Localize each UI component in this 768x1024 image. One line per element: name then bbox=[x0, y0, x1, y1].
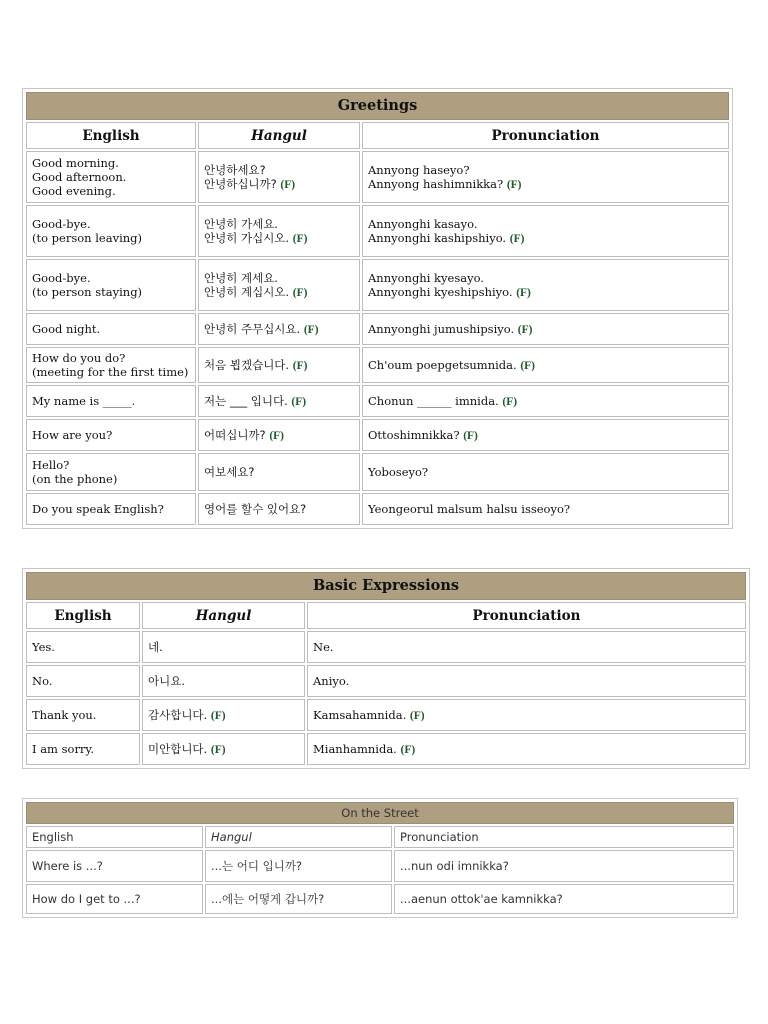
hangul-text: 미안합니다. bbox=[148, 741, 208, 756]
pronunciation-cell bbox=[362, 151, 729, 203]
hangul-cell bbox=[198, 347, 360, 383]
formal-marker: (F) bbox=[280, 178, 296, 191]
on-the-street-title: On the Street bbox=[26, 802, 734, 824]
pronunciation-text: Annyong hashimnikka? bbox=[368, 176, 504, 191]
pronunciation-cell bbox=[362, 205, 729, 257]
table-row bbox=[26, 259, 729, 311]
hangul-cell bbox=[198, 313, 360, 345]
hangul-cell bbox=[205, 884, 392, 914]
hangul-text: ...에는 어떻게 갑니까? bbox=[211, 892, 325, 906]
pronunciation-text: Aniyo. bbox=[313, 674, 350, 688]
formal-marker: (F) bbox=[292, 232, 308, 245]
english-text: Hello? bbox=[32, 458, 70, 472]
hangul-text: 안녕히 주무십시요. bbox=[204, 321, 301, 336]
pronunciation-text: Annyonghi jumushipsiyo. bbox=[368, 321, 515, 336]
pronunciation-cell bbox=[394, 850, 734, 882]
table-row bbox=[26, 884, 734, 914]
english-text: How do you do? bbox=[32, 351, 126, 365]
pronunciation-cell bbox=[362, 493, 729, 525]
formal-marker: (F) bbox=[269, 429, 284, 442]
english-text: No. bbox=[32, 674, 53, 688]
greetings-title: Greetings bbox=[26, 92, 729, 120]
street-header-english: English bbox=[26, 826, 203, 848]
english-text: Good morning. bbox=[32, 156, 119, 170]
english-text: Good-bye. bbox=[32, 217, 91, 231]
formal-marker: (F) bbox=[292, 286, 308, 299]
table-row bbox=[26, 493, 729, 525]
formal-marker: (F) bbox=[520, 359, 536, 372]
formal-marker: (F) bbox=[292, 359, 308, 372]
english-cell bbox=[26, 205, 196, 257]
table-row bbox=[26, 665, 746, 697]
street-header-pronunciation: Pronunciation bbox=[394, 826, 734, 848]
hangul-cell bbox=[198, 205, 360, 257]
pronunciation-text: Yoboseyo? bbox=[368, 465, 429, 479]
pronunciation-text: Annyonghi kyeshipshiyo. bbox=[368, 284, 513, 299]
hangul-text: 처음 뵙겠습니다. bbox=[204, 357, 290, 372]
table-row bbox=[26, 151, 729, 203]
english-cell bbox=[26, 850, 203, 882]
hangul-text: 여보세요? bbox=[204, 465, 255, 479]
greetings-header-hangul: Hangul bbox=[198, 122, 360, 149]
english-cell bbox=[26, 665, 140, 697]
english-text: (meeting for the first time) bbox=[32, 365, 189, 379]
table-row bbox=[26, 205, 729, 257]
hangul-text: 영어를 할수 있어요? bbox=[204, 502, 307, 516]
pronunciation-cell bbox=[307, 665, 746, 697]
basic-expressions-table bbox=[22, 568, 750, 769]
english-cell bbox=[26, 419, 196, 451]
table-row bbox=[26, 699, 746, 731]
formal-marker: (F) bbox=[291, 395, 307, 408]
hangul-cell bbox=[198, 151, 360, 203]
english-cell bbox=[26, 733, 140, 765]
pronunciation-cell bbox=[362, 313, 729, 345]
table-row bbox=[26, 453, 729, 491]
pronunciation-text: Kamsahamnida. bbox=[313, 707, 407, 722]
hangul-text: 어떠십니까? bbox=[204, 427, 266, 442]
english-text: Thank you. bbox=[32, 708, 97, 722]
hangul-text: 저는 ___ 입니다. bbox=[204, 393, 288, 408]
formal-marker: (F) bbox=[409, 709, 425, 722]
formal-marker: (F) bbox=[400, 743, 416, 756]
pronunciation-text: Annyonghi kashipshiyo. bbox=[368, 230, 507, 245]
english-cell bbox=[26, 631, 140, 663]
pronunciation-text: Ne. bbox=[313, 640, 334, 654]
greetings-grid bbox=[24, 90, 731, 527]
pronunciation-cell bbox=[307, 631, 746, 663]
pronunciation-cell bbox=[362, 259, 729, 311]
english-text: Where is ...? bbox=[32, 859, 103, 873]
on-the-street-table bbox=[22, 798, 738, 918]
table-row bbox=[26, 347, 729, 383]
english-text: (to person staying) bbox=[32, 285, 143, 299]
hangul-text: 안녕하십니까? bbox=[204, 176, 277, 191]
pronunciation-text: Yeongeorul malsum halsu isseoyo? bbox=[368, 502, 571, 516]
english-text: Good evening. bbox=[32, 184, 116, 198]
english-text: How are you? bbox=[32, 428, 113, 442]
hangul-cell bbox=[142, 631, 305, 663]
formal-marker: (F) bbox=[509, 232, 525, 245]
hangul-cell bbox=[198, 453, 360, 491]
english-text: Good night. bbox=[32, 322, 101, 336]
on-the-street-grid bbox=[24, 800, 736, 916]
pronunciation-text: Ch'oum poepgetsumnida. bbox=[368, 357, 517, 372]
street-header-hangul: Hangul bbox=[205, 826, 392, 848]
english-text: (on the phone) bbox=[32, 472, 118, 486]
hangul-text: 안녕히 가세요. bbox=[204, 216, 278, 231]
english-cell bbox=[26, 347, 196, 383]
formal-marker: (F) bbox=[210, 743, 226, 756]
english-text: Good-bye. bbox=[32, 271, 91, 285]
greetings-header-english: English bbox=[26, 122, 196, 149]
english-text: My name is _____. bbox=[32, 394, 136, 408]
hangul-cell bbox=[198, 385, 360, 417]
hangul-cell bbox=[205, 850, 392, 882]
english-cell bbox=[26, 313, 196, 345]
english-cell bbox=[26, 699, 140, 731]
table-row bbox=[26, 850, 734, 882]
english-text: Good afternoon. bbox=[32, 170, 127, 184]
english-text: Do you speak English? bbox=[32, 502, 164, 516]
pronunciation-text: Annyonghi kyesayo. bbox=[368, 270, 484, 285]
table-row bbox=[26, 419, 729, 451]
pronunciation-text: Mianhamnida. bbox=[313, 741, 397, 756]
basic-header-hangul: Hangul bbox=[142, 602, 305, 629]
hangul-text: 안녕하세요? bbox=[204, 162, 266, 177]
greetings-table bbox=[22, 88, 733, 529]
hangul-text: 아니요. bbox=[148, 674, 185, 688]
hangul-text: ...는 어디 입니까? bbox=[211, 859, 303, 873]
hangul-text: 감사합니다. bbox=[148, 707, 208, 722]
formal-marker: (F) bbox=[502, 395, 518, 408]
pronunciation-text: Annyonghi kasayo. bbox=[368, 216, 478, 231]
hangul-text: 안녕히 계세요. bbox=[204, 270, 278, 285]
english-cell bbox=[26, 151, 196, 203]
table-row bbox=[26, 631, 746, 663]
english-cell bbox=[26, 259, 196, 311]
pronunciation-text: ...aenun ottok'ae kamnikka? bbox=[400, 892, 563, 906]
pronunciation-cell bbox=[362, 347, 729, 383]
pronunciation-text: Annyong haseyo? bbox=[368, 162, 470, 177]
basic-expressions-title: Basic Expressions bbox=[26, 572, 746, 600]
english-text: (to person leaving) bbox=[32, 231, 143, 245]
formal-marker: (F) bbox=[303, 323, 319, 336]
hangul-text: 안녕히 계십시오. bbox=[204, 284, 290, 299]
english-cell bbox=[26, 453, 196, 491]
english-cell bbox=[26, 884, 203, 914]
pronunciation-cell bbox=[362, 453, 729, 491]
pronunciation-text: Chonun ______ imnida. bbox=[368, 393, 499, 408]
pronunciation-text: ...nun odi imnikka? bbox=[400, 859, 509, 873]
basic-header-english: English bbox=[26, 602, 140, 629]
pronunciation-cell bbox=[362, 419, 729, 451]
hangul-cell bbox=[142, 733, 305, 765]
hangul-text: 안녕히 가십시오. bbox=[204, 230, 290, 245]
basic-header-pronunciation: Pronunciation bbox=[307, 602, 746, 629]
greetings-header-pronunciation: Pronunciation bbox=[362, 122, 729, 149]
english-cell bbox=[26, 385, 196, 417]
english-text: I am sorry. bbox=[32, 742, 95, 756]
hangul-cell bbox=[198, 259, 360, 311]
pronunciation-cell bbox=[394, 884, 734, 914]
hangul-text: 네. bbox=[148, 640, 163, 654]
hangul-cell bbox=[198, 493, 360, 525]
formal-marker: (F) bbox=[463, 429, 478, 442]
hangul-cell bbox=[142, 699, 305, 731]
formal-marker: (F) bbox=[506, 178, 522, 191]
pronunciation-cell bbox=[307, 733, 746, 765]
english-text: Yes. bbox=[32, 640, 55, 654]
pronunciation-cell bbox=[307, 699, 746, 731]
formal-marker: (F) bbox=[210, 709, 226, 722]
english-text: How do I get to ...? bbox=[32, 892, 141, 906]
pronunciation-text: Ottoshimnikka? bbox=[368, 427, 460, 442]
hangul-cell bbox=[142, 665, 305, 697]
basic-expressions-grid bbox=[24, 570, 748, 767]
pronunciation-cell bbox=[362, 385, 729, 417]
hangul-cell bbox=[198, 419, 360, 451]
table-row bbox=[26, 385, 729, 417]
english-cell bbox=[26, 493, 196, 525]
formal-marker: (F) bbox=[516, 286, 531, 299]
table-row bbox=[26, 733, 746, 765]
table-row bbox=[26, 313, 729, 345]
formal-marker: (F) bbox=[517, 323, 533, 336]
